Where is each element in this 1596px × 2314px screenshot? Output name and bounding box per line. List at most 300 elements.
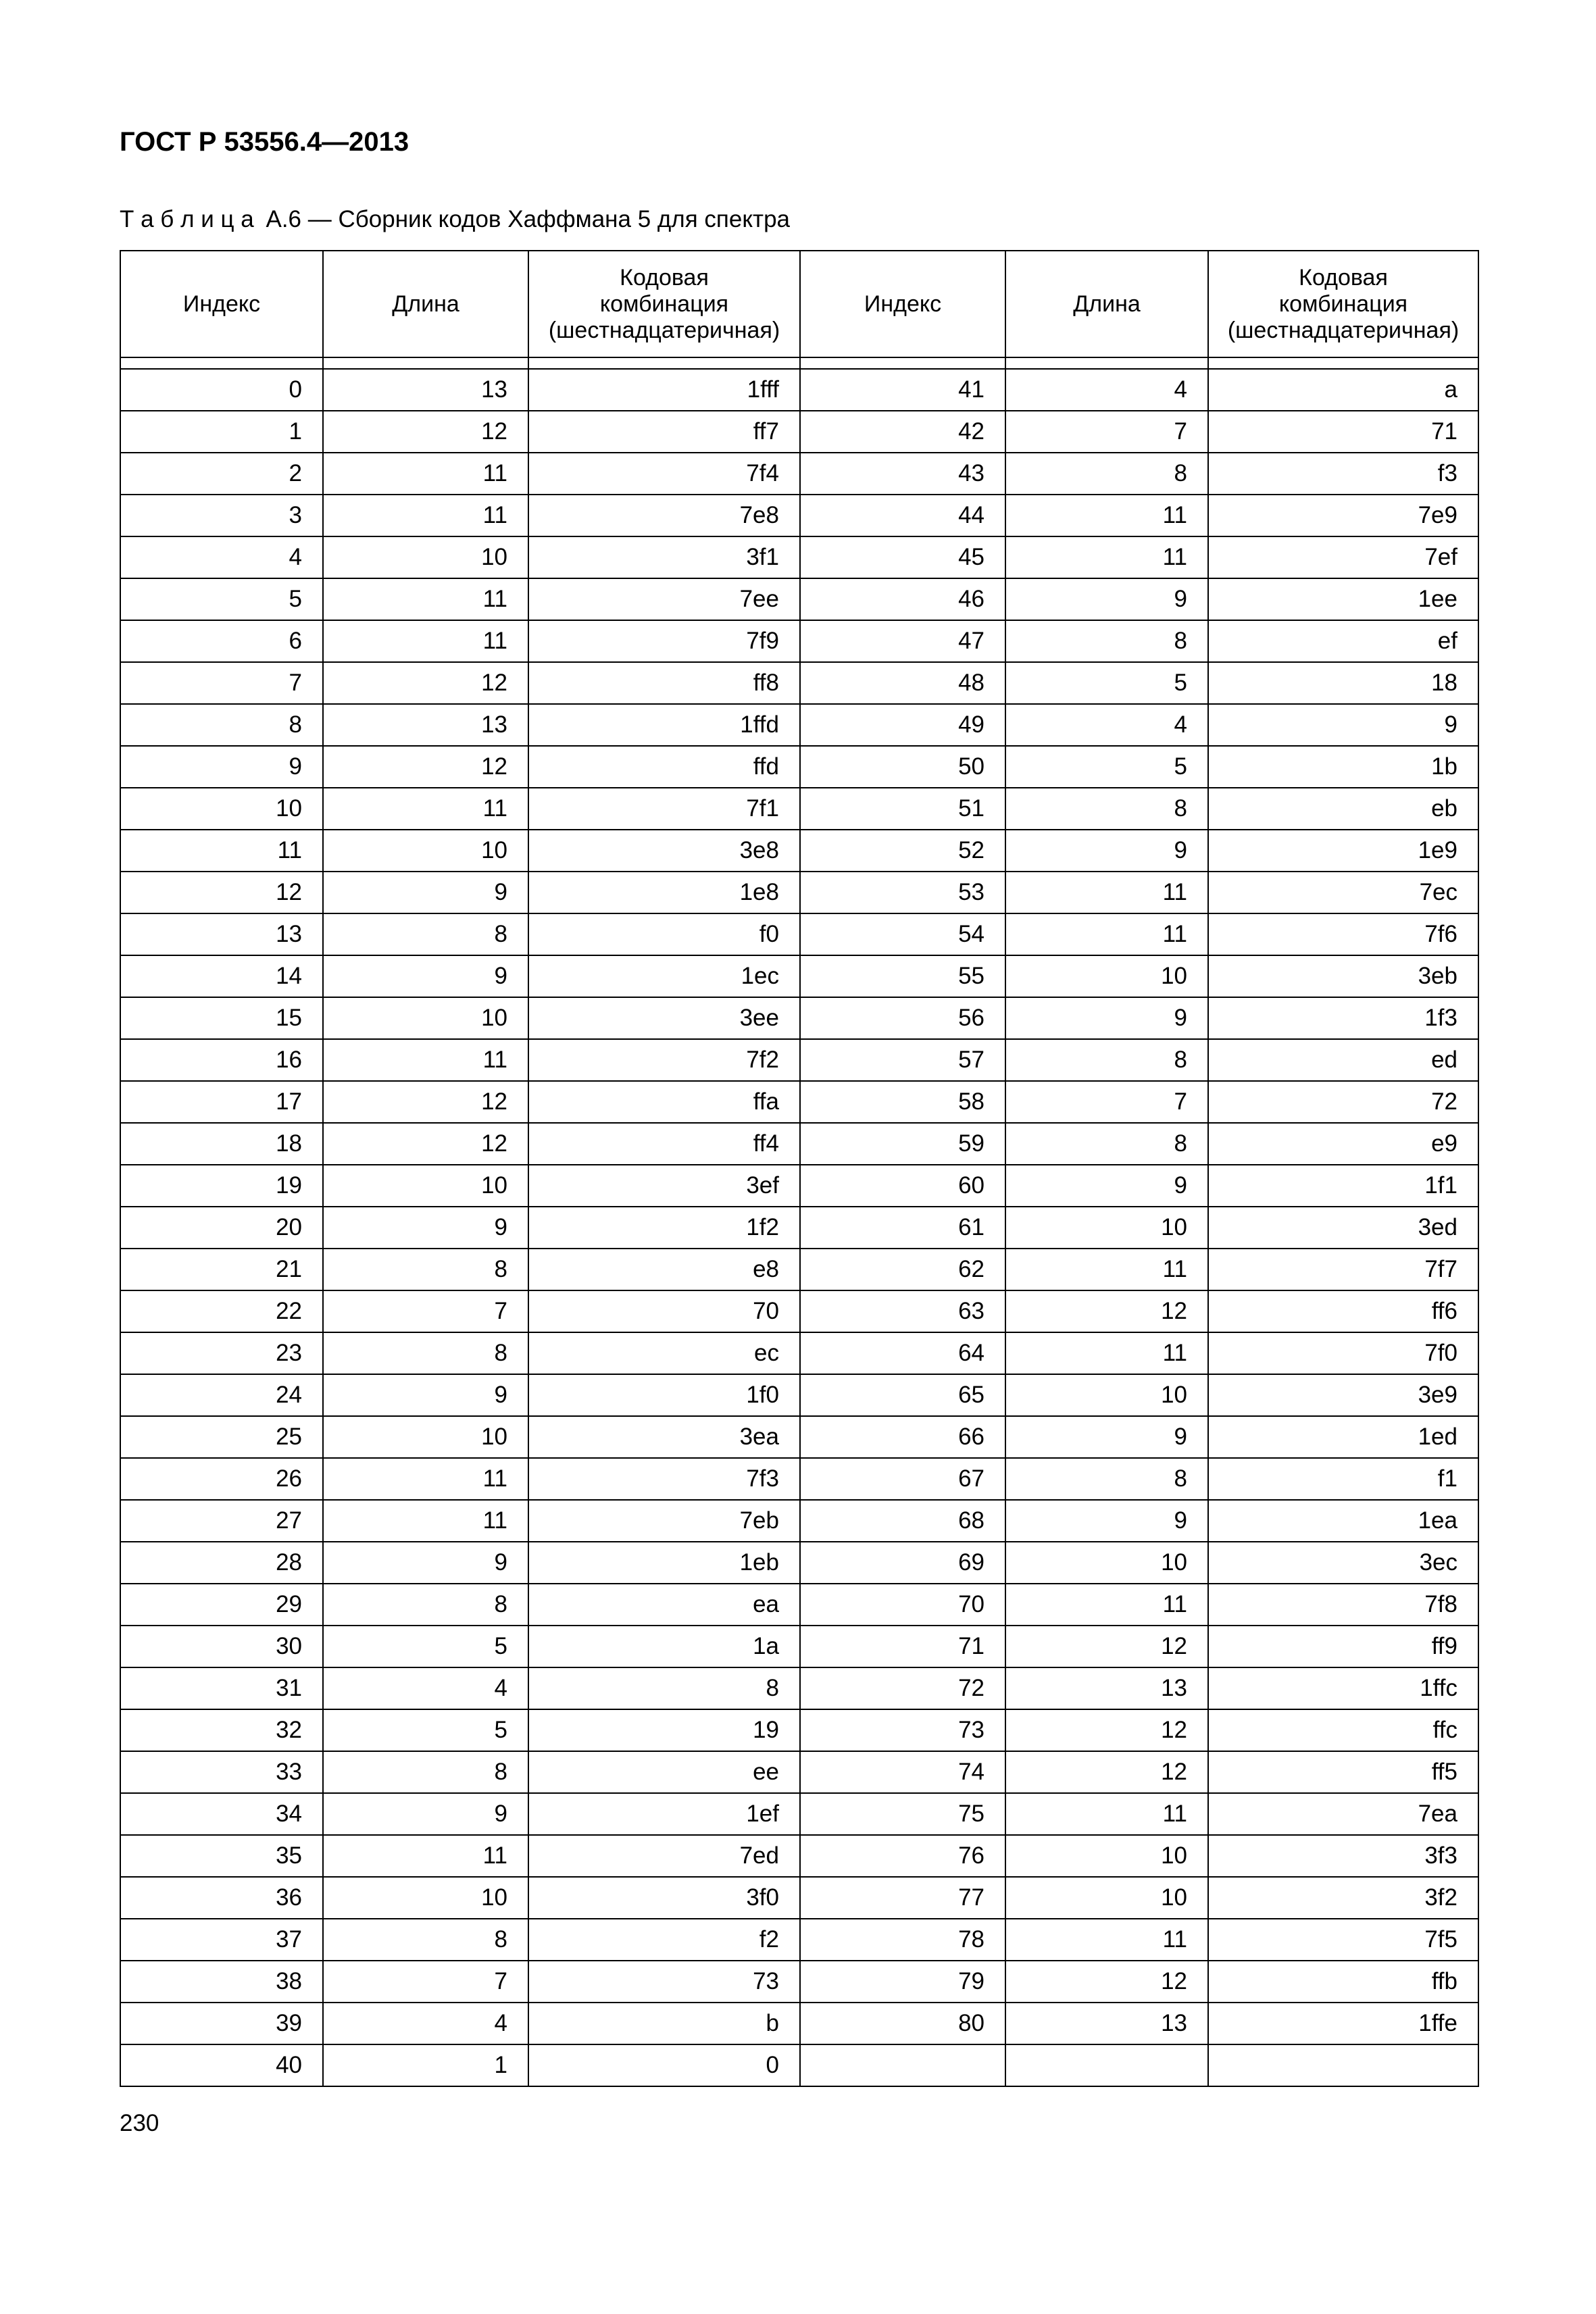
table-row (120, 1877, 1478, 1919)
table-row (120, 1751, 1478, 1793)
cell-index: 63 (800, 1290, 1005, 1332)
cell-code: 72 (1208, 1081, 1478, 1123)
cell-code: 7f1 (528, 788, 800, 830)
cell-code: 3ef (528, 1165, 800, 1207)
cell-length: 9 (1005, 1165, 1208, 1207)
cell-code: ff7 (528, 411, 800, 453)
cell-code: 3eb (1208, 955, 1478, 997)
cell-index: 75 (800, 1793, 1005, 1835)
cell-index: 17 (120, 1081, 323, 1123)
cell-length: 9 (1005, 1500, 1208, 1542)
separator-cell (323, 357, 528, 369)
column-header-code (1208, 251, 1478, 357)
cell-code: 3f3 (1208, 1835, 1478, 1877)
cell-length: 5 (323, 1626, 528, 1667)
cell-length: 13 (1005, 1667, 1208, 1709)
cell-code: 19 (528, 1709, 800, 1751)
cell-length: 9 (1005, 1416, 1208, 1458)
column-header-length (323, 251, 528, 357)
cell-code: 7f6 (1208, 913, 1478, 955)
cell-length: 13 (323, 704, 528, 746)
cell-index: 49 (800, 704, 1005, 746)
cell-index: 9 (120, 746, 323, 788)
cell-length: 8 (323, 1919, 528, 1961)
cell-length: 8 (323, 1584, 528, 1626)
cell-code: a (1208, 369, 1478, 411)
cell-length: 10 (323, 1416, 528, 1458)
cell-length: 10 (1005, 1207, 1208, 1249)
cell-length: 8 (1005, 453, 1208, 495)
cell-code: 18 (1208, 662, 1478, 704)
cell-code: ec (528, 1332, 800, 1374)
cell-code: ea (528, 1584, 800, 1626)
cell-length: 11 (323, 495, 528, 536)
cell-length: 11 (323, 453, 528, 495)
cell-code: 7e9 (1208, 495, 1478, 536)
cell-length: 4 (1005, 704, 1208, 746)
cell-code (1208, 2044, 1478, 2086)
cell-code: 7f2 (528, 1039, 800, 1081)
cell-length: 8 (1005, 1039, 1208, 1081)
table-row (120, 997, 1478, 1039)
table-row (120, 704, 1478, 746)
table-row (120, 830, 1478, 872)
cell-length: 9 (323, 955, 528, 997)
cell-code: ffd (528, 746, 800, 788)
column-header-line: Длина (1073, 291, 1141, 317)
cell-index: 53 (800, 872, 1005, 913)
table-body (120, 369, 1478, 2086)
table-row (120, 1165, 1478, 1207)
cell-code: 3ea (528, 1416, 800, 1458)
table-row (120, 1374, 1478, 1416)
table-row (120, 1500, 1478, 1542)
cell-length: 10 (323, 1877, 528, 1919)
table-row (120, 453, 1478, 495)
cell-code: f0 (528, 913, 800, 955)
cell-length: 11 (1005, 495, 1208, 536)
cell-index: 44 (800, 495, 1005, 536)
cell-index: 8 (120, 704, 323, 746)
table-row (120, 1919, 1478, 1961)
caption-number: А.6 (266, 206, 302, 232)
cell-length: 9 (323, 1542, 528, 1584)
cell-code: 1b (1208, 746, 1478, 788)
cell-length: 9 (323, 1793, 528, 1835)
cell-length: 10 (323, 536, 528, 578)
cell-length: 8 (1005, 620, 1208, 662)
cell-length: 5 (323, 1709, 528, 1751)
cell-length: 5 (1005, 662, 1208, 704)
cell-index: 67 (800, 1458, 1005, 1500)
cell-length: 10 (1005, 1877, 1208, 1919)
cell-index: 46 (800, 578, 1005, 620)
cell-code: 7ec (1208, 872, 1478, 913)
cell-code: f3 (1208, 453, 1478, 495)
huffman-code-table (120, 250, 1479, 2087)
cell-index: 27 (120, 1500, 323, 1542)
cell-index: 57 (800, 1039, 1005, 1081)
cell-index: 62 (800, 1249, 1005, 1290)
column-header-line: комбинация (1278, 291, 1408, 317)
column-header-line: (шестнадцатеричная) (548, 317, 780, 343)
cell-length: 11 (1005, 1584, 1208, 1626)
cell-index: 0 (120, 369, 323, 411)
table-row (120, 1667, 1478, 1709)
cell-index: 1 (120, 411, 323, 453)
table-caption (120, 205, 790, 234)
cell-length: 12 (323, 411, 528, 453)
cell-index: 45 (800, 536, 1005, 578)
cell-index: 30 (120, 1626, 323, 1667)
cell-code: eb (1208, 788, 1478, 830)
cell-index: 23 (120, 1332, 323, 1374)
cell-length: 9 (1005, 997, 1208, 1039)
cell-code: 1fff (528, 369, 800, 411)
cell-code: 1f1 (1208, 1165, 1478, 1207)
table-row (120, 1793, 1478, 1835)
cell-code: 1f3 (1208, 997, 1478, 1039)
cell-length: 11 (323, 1039, 528, 1081)
cell-index: 35 (120, 1835, 323, 1877)
cell-code: 3f1 (528, 536, 800, 578)
table-row (120, 1961, 1478, 2003)
cell-code: 0 (528, 2044, 800, 2086)
table-row (120, 955, 1478, 997)
table-row (120, 1458, 1478, 1500)
cell-length: 12 (1005, 1290, 1208, 1332)
cell-index: 50 (800, 746, 1005, 788)
cell-index: 58 (800, 1081, 1005, 1123)
cell-index: 2 (120, 453, 323, 495)
cell-index: 31 (120, 1667, 323, 1709)
cell-code: 1ea (1208, 1500, 1478, 1542)
cell-index: 12 (120, 872, 323, 913)
table-row (120, 1709, 1478, 1751)
column-header-line: (шестнадцатеричная) (1227, 317, 1460, 343)
column-header-line: Кодовая (620, 264, 709, 291)
cell-length: 11 (323, 1500, 528, 1542)
cell-code: 3f2 (1208, 1877, 1478, 1919)
cell-code: 71 (1208, 411, 1478, 453)
cell-index: 16 (120, 1039, 323, 1081)
cell-index: 48 (800, 662, 1005, 704)
cell-length: 11 (1005, 913, 1208, 955)
table-row (120, 495, 1478, 536)
table-row (120, 1207, 1478, 1249)
cell-index: 69 (800, 1542, 1005, 1584)
cell-code: 70 (528, 1290, 800, 1332)
cell-length: 5 (1005, 746, 1208, 788)
cell-code: 1ffc (1208, 1667, 1478, 1709)
cell-length: 10 (1005, 1835, 1208, 1877)
cell-index: 56 (800, 997, 1005, 1039)
cell-index: 38 (120, 1961, 323, 2003)
cell-length: 8 (323, 1332, 528, 1374)
cell-index: 77 (800, 1877, 1005, 1919)
separator-cell (1208, 357, 1478, 369)
cell-index: 71 (800, 1626, 1005, 1667)
cell-code: 1ed (1208, 1416, 1478, 1458)
cell-index: 73 (800, 1709, 1005, 1751)
cell-code: 3ed (1208, 1207, 1478, 1249)
table-row (120, 578, 1478, 620)
cell-index: 68 (800, 1500, 1005, 1542)
header-separator (120, 357, 1478, 369)
column-header-line: Кодовая (1299, 264, 1388, 291)
caption-title: — Сборник кодов Хаффмана 5 для спектра (307, 206, 790, 232)
separator-cell (1005, 357, 1208, 369)
cell-length: 10 (1005, 955, 1208, 997)
cell-index: 39 (120, 2003, 323, 2044)
cell-index: 6 (120, 620, 323, 662)
cell-length: 11 (323, 1835, 528, 1877)
cell-code: ffc (1208, 1709, 1478, 1751)
cell-index: 7 (120, 662, 323, 704)
table-row (120, 913, 1478, 955)
cell-code: 1ec (528, 955, 800, 997)
cell-length: 11 (1005, 1249, 1208, 1290)
cell-index: 21 (120, 1249, 323, 1290)
table-row (120, 1249, 1478, 1290)
cell-code: 1e9 (1208, 830, 1478, 872)
cell-length: 8 (323, 1751, 528, 1793)
cell-code: f1 (1208, 1458, 1478, 1500)
cell-length: 12 (323, 662, 528, 704)
cell-index: 3 (120, 495, 323, 536)
cell-index: 60 (800, 1165, 1005, 1207)
cell-index (800, 2044, 1005, 2086)
cell-length: 11 (323, 578, 528, 620)
cell-index: 42 (800, 411, 1005, 453)
cell-index: 47 (800, 620, 1005, 662)
cell-length: 11 (323, 620, 528, 662)
separator-cell (528, 357, 800, 369)
cell-length: 9 (323, 1207, 528, 1249)
cell-length: 4 (323, 1667, 528, 1709)
cell-length: 11 (1005, 1332, 1208, 1374)
cell-index: 10 (120, 788, 323, 830)
table-row (120, 369, 1478, 411)
column-header-code (528, 251, 800, 357)
cell-length (1005, 2044, 1208, 2086)
separator-cell (800, 357, 1005, 369)
cell-code: 1ffd (528, 704, 800, 746)
cell-code: ff4 (528, 1123, 800, 1165)
cell-length: 12 (323, 1123, 528, 1165)
cell-index: 25 (120, 1416, 323, 1458)
cell-index: 28 (120, 1542, 323, 1584)
cell-length: 11 (323, 788, 528, 830)
cell-length: 10 (323, 1165, 528, 1207)
column-header-length (1005, 251, 1208, 357)
table-row (120, 2044, 1478, 2086)
cell-index: 51 (800, 788, 1005, 830)
separator-cell (120, 357, 323, 369)
cell-index: 72 (800, 1667, 1005, 1709)
page-number: 230 (120, 2110, 159, 2136)
cell-index: 55 (800, 955, 1005, 997)
cell-length: 11 (1005, 1793, 1208, 1835)
cell-length: 10 (323, 830, 528, 872)
cell-length: 9 (323, 1374, 528, 1416)
cell-index: 34 (120, 1793, 323, 1835)
cell-length: 8 (323, 913, 528, 955)
cell-index: 14 (120, 955, 323, 997)
table-row (120, 1626, 1478, 1667)
cell-length: 9 (1005, 578, 1208, 620)
column-header-line: Индекс (864, 291, 942, 317)
cell-code: 1f2 (528, 1207, 800, 1249)
cell-code: 7ed (528, 1835, 800, 1877)
table-row (120, 620, 1478, 662)
cell-index: 13 (120, 913, 323, 955)
cell-code: 1eb (528, 1542, 800, 1584)
cell-code: 7eb (528, 1500, 800, 1542)
table-row (120, 2003, 1478, 2044)
cell-code: 7f0 (1208, 1332, 1478, 1374)
table-row (120, 1123, 1478, 1165)
cell-length: 1 (323, 2044, 528, 2086)
table-row (120, 536, 1478, 578)
cell-code: ff5 (1208, 1751, 1478, 1793)
cell-code: 7ef (1208, 536, 1478, 578)
cell-index: 70 (800, 1584, 1005, 1626)
cell-length: 11 (1005, 872, 1208, 913)
column-header-index (120, 251, 323, 357)
table-row (120, 1290, 1478, 1332)
cell-code: b (528, 2003, 800, 2044)
table-row (120, 872, 1478, 913)
cell-length: 12 (1005, 1751, 1208, 1793)
table-row (120, 746, 1478, 788)
cell-index: 78 (800, 1919, 1005, 1961)
cell-index: 66 (800, 1416, 1005, 1458)
cell-index: 40 (120, 2044, 323, 2086)
cell-length: 10 (323, 997, 528, 1039)
cell-code: 3ec (1208, 1542, 1478, 1584)
cell-index: 22 (120, 1290, 323, 1332)
cell-index: 18 (120, 1123, 323, 1165)
cell-length: 12 (1005, 1961, 1208, 2003)
cell-length: 12 (1005, 1709, 1208, 1751)
cell-length: 7 (323, 1961, 528, 2003)
cell-code: 7f4 (528, 453, 800, 495)
cell-length: 4 (323, 2003, 528, 2044)
cell-length: 11 (1005, 536, 1208, 578)
table-row (120, 788, 1478, 830)
cell-index: 52 (800, 830, 1005, 872)
header-row (120, 251, 1478, 357)
cell-code: 3e9 (1208, 1374, 1478, 1416)
cell-length: 8 (323, 1249, 528, 1290)
cell-code: 1a (528, 1626, 800, 1667)
cell-code: ef (1208, 620, 1478, 662)
cell-code: 1ee (1208, 578, 1478, 620)
cell-length: 13 (1005, 2003, 1208, 2044)
cell-index: 76 (800, 1835, 1005, 1877)
table-row (120, 662, 1478, 704)
cell-code: e8 (528, 1249, 800, 1290)
cell-index: 43 (800, 453, 1005, 495)
caption-label: Т а б л и ц а (120, 206, 254, 232)
cell-code: 3f0 (528, 1877, 800, 1919)
cell-length: 7 (1005, 1081, 1208, 1123)
cell-index: 79 (800, 1961, 1005, 2003)
cell-code: 7f9 (528, 620, 800, 662)
cell-code: ffb (1208, 1961, 1478, 2003)
cell-length: 9 (323, 872, 528, 913)
cell-index: 29 (120, 1584, 323, 1626)
cell-index: 41 (800, 369, 1005, 411)
cell-index: 65 (800, 1374, 1005, 1416)
cell-length: 13 (323, 369, 528, 411)
cell-length: 11 (1005, 1919, 1208, 1961)
column-header-line: Длина (392, 291, 459, 317)
cell-index: 36 (120, 1877, 323, 1919)
cell-length: 7 (1005, 411, 1208, 453)
cell-code: 3ee (528, 997, 800, 1039)
standard-id: ГОСТ Р 53556.4—2013 (120, 127, 409, 157)
cell-code: ed (1208, 1039, 1478, 1081)
cell-index: 54 (800, 913, 1005, 955)
cell-index: 61 (800, 1207, 1005, 1249)
cell-index: 24 (120, 1374, 323, 1416)
table-row (120, 1081, 1478, 1123)
cell-length: 11 (323, 1458, 528, 1500)
table-row (120, 1542, 1478, 1584)
cell-code: e9 (1208, 1123, 1478, 1165)
cell-code: 3e8 (528, 830, 800, 872)
cell-index: 32 (120, 1709, 323, 1751)
cell-code: 7f5 (1208, 1919, 1478, 1961)
cell-length: 4 (1005, 369, 1208, 411)
cell-index: 26 (120, 1458, 323, 1500)
cell-index: 19 (120, 1165, 323, 1207)
column-header-index (800, 251, 1005, 357)
cell-length: 9 (1005, 830, 1208, 872)
cell-length: 8 (1005, 788, 1208, 830)
cell-index: 64 (800, 1332, 1005, 1374)
cell-code: 7e8 (528, 495, 800, 536)
cell-code: 8 (528, 1667, 800, 1709)
cell-index: 5 (120, 578, 323, 620)
cell-index: 74 (800, 1751, 1005, 1793)
cell-code: 7f8 (1208, 1584, 1478, 1626)
cell-length: 12 (1005, 1626, 1208, 1667)
cell-index: 15 (120, 997, 323, 1039)
cell-code: 9 (1208, 704, 1478, 746)
cell-length: 8 (1005, 1123, 1208, 1165)
cell-code: ffa (528, 1081, 800, 1123)
cell-code: 1f0 (528, 1374, 800, 1416)
cell-code: 7ea (1208, 1793, 1478, 1835)
cell-code: 7ee (528, 578, 800, 620)
cell-code: ff9 (1208, 1626, 1478, 1667)
table-row (120, 1416, 1478, 1458)
cell-index: 80 (800, 2003, 1005, 2044)
cell-length: 12 (323, 746, 528, 788)
table-row (120, 1835, 1478, 1877)
cell-code: ff8 (528, 662, 800, 704)
cell-code: 1ef (528, 1793, 800, 1835)
table-row (120, 1039, 1478, 1081)
cell-code: 1e8 (528, 872, 800, 913)
cell-index: 4 (120, 536, 323, 578)
cell-code: 1ffe (1208, 2003, 1478, 2044)
table-row (120, 1584, 1478, 1626)
cell-index: 59 (800, 1123, 1005, 1165)
